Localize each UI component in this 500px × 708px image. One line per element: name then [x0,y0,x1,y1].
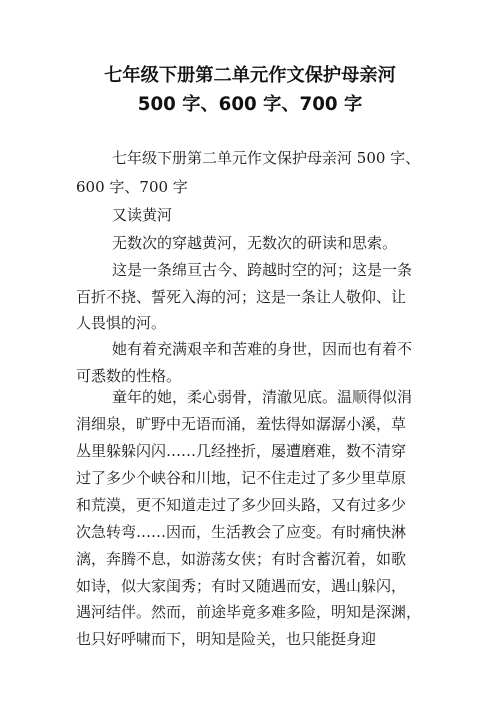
paragraph-line: 丛里躲躲闪闪……几经挫折，屡遭磨难，数不清穿 [76,442,407,460]
paragraph-line: 600 字、700 字 [76,178,188,196]
paragraph-line: 无数次的穿越黄河，无数次的研读和思索。 [112,234,398,252]
paragraph-line: 也只好呼啸而下，明知是险关，也只能挺身迎 [76,630,377,648]
paragraph-line: 童年的她，柔心弱骨，清澈见底。温顺得似涓 [112,388,413,406]
paragraph-line: 过了多少个峡谷和川地，记不住走过了多少里草原 [76,469,407,487]
paragraph-line: 七年级下册第二单元作文保护母亲河 500 字、 [112,149,421,167]
paragraph-line: 如诗，似大家闺秀；有时又随遇而安，遇山躲闪， [76,577,407,595]
document-title-line-2: 500 字、600 字、700 字 [137,94,363,115]
paragraph-line: 次急转弯……因而，生活教会了应变。有时痛快淋 [76,523,407,541]
paragraph-line: 遇河结伴。然而，前途毕竟多难多险，明知是深渊， [76,603,422,621]
paragraph-line: 漓，奔腾不息，如游荡女侠；有时含蓄沉着，如歌 [76,550,407,568]
paragraph-line: 涓细泉，旷野中无语而涌，羞怯得如潺潺小溪，草 [76,415,407,433]
paragraph-line: 人畏惧的河。 [76,314,167,332]
paragraph-line: 又读黄河 [112,206,173,224]
paragraph-line: 这是一条绵亘古今、跨越时空的河；这是一条 [112,261,413,279]
paragraph-line: 可悉数的性格。 [76,367,182,385]
paragraph-line: 她有着充满艰辛和苦难的身世，因而也有着不 [112,340,413,358]
document-title-line-1: 七年级下册第二单元作文保护母亲河 [104,65,396,86]
paragraph-line: 百折不挠、誓死入海的河；这是一条让人敬仰、让 [76,288,407,306]
paragraph-line: 和荒漠，更不知道走过了多少回头路，又有过多少 [76,496,407,514]
